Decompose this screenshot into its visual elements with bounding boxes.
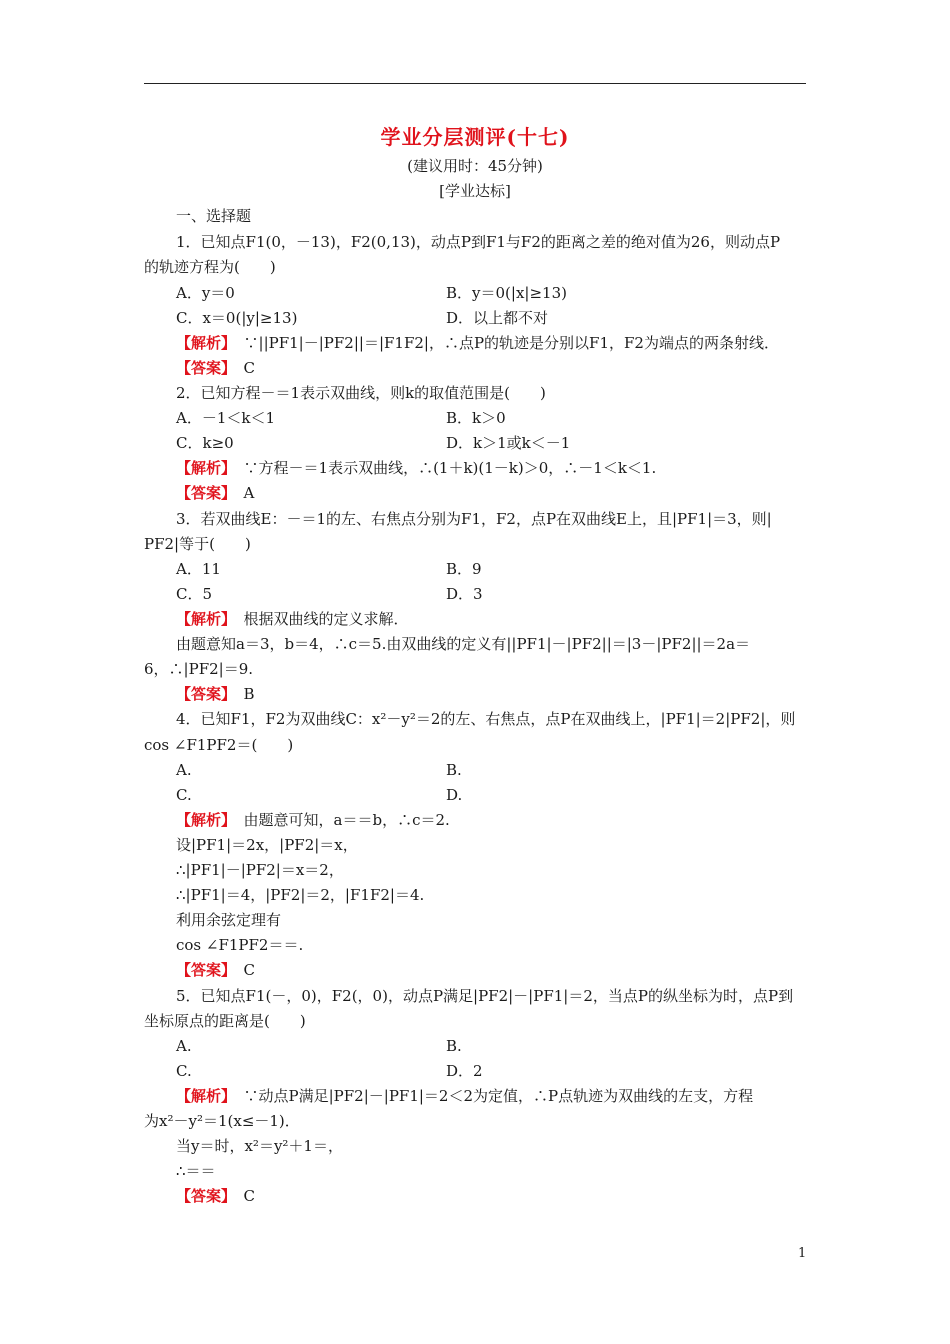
text-line: 由题意知a＝3，b＝4，∴c＝5.由双曲线的定义有||PF1|－|PF2||＝|3－|PF2||＝2a＝ [176, 635, 751, 653]
text-line: B. [446, 1037, 462, 1055]
answer-tag: 【答案】 [176, 961, 229, 979]
answer-line [176, 358, 255, 378]
text-line: 2．已知方程－＝1表示双曲线，则k的取值范围是( ) [176, 384, 546, 402]
text-line: B．k＞0 [446, 409, 506, 427]
section-label: [学业达标] [439, 182, 511, 200]
text-line: D．3 [446, 585, 483, 603]
text-line: D. [446, 786, 463, 804]
answer-tag: 【答案】 [176, 685, 229, 703]
text-line: 设|PF1|＝2x，|PF2|＝x， [176, 836, 358, 854]
analysis-text: 由题意可知，a＝＝b，∴c＝2. [243, 811, 450, 829]
part-heading: 一、选择题 [176, 207, 252, 225]
answer-tag: 【答案】 [176, 484, 229, 502]
analysis-tag: 【解析】 [176, 811, 229, 829]
text-line: 的轨迹方程为( ) [144, 258, 276, 276]
answer-text: C [243, 1187, 256, 1205]
analysis-line [176, 333, 779, 353]
text-line: A. [176, 1037, 192, 1055]
analysis-tag: 【解析】 [176, 459, 229, 477]
analysis-line [176, 1086, 753, 1106]
answer-tag: 【答案】 [176, 1187, 229, 1205]
analysis-text: ∵||PF1|－|PF2||＝|F1F2|，∴点P的轨迹是分别以F1，F2为端点的两条射线． [243, 334, 779, 352]
text-line: 为x²－y²＝1(x≤－1)． [144, 1112, 300, 1130]
answer-line [176, 960, 255, 980]
text-line: cos ∠F1PF2＝＝. [176, 936, 304, 954]
analysis-tag: 【解析】 [176, 610, 229, 628]
analysis-line [176, 458, 656, 478]
page-title: 学业分层测评(十七) [380, 125, 570, 149]
text-line: 3．若双曲线E：－＝1的左、右焦点分别为F1，F2，点P在双曲线E上，且|PF1|＝3，则| [176, 510, 772, 528]
text-line: C．5 [176, 585, 213, 603]
text-line: 4．已知F1，F2为双曲线C：x²－y²＝2的左、右焦点，点P在双曲线上，|PF1|＝2|PF2|，则 [176, 710, 796, 728]
analysis-text: ∵动点P满足|PF2|－|PF1|＝2＜2为定值，∴P点轨迹为双曲线的左支，方程 [243, 1087, 754, 1105]
answer-text: C [243, 359, 256, 377]
text-line: C．k≥0 [176, 434, 234, 452]
text-line: 坐标原点的距离是( ) [144, 1012, 306, 1030]
text-line: A．y＝0 [176, 284, 235, 302]
header-rule [144, 83, 806, 84]
text-line: 利用余弦定理有 [176, 911, 282, 929]
text-line: C. [176, 786, 192, 804]
text-line: A．11 [176, 560, 221, 578]
answer-tag: 【答案】 [176, 359, 229, 377]
text-line: B. [446, 761, 462, 779]
analysis-tag: 【解析】 [176, 334, 229, 352]
answer-text: B [243, 685, 255, 703]
time-note: (建议用时：45分钟) [407, 157, 543, 175]
text-line: 当y＝时，x²＝y²＋1＝， [176, 1137, 343, 1155]
text-line: cos ∠F1PF2＝( ) [144, 736, 294, 754]
answer-text: C [243, 961, 256, 979]
text-line: PF2|等于( ) [144, 535, 251, 553]
text-line: B．y＝0(|x|≥13) [446, 284, 567, 302]
analysis-line [176, 810, 450, 830]
text-line: A．－1＜k＜1 [176, 409, 276, 427]
analysis-text: 根据双曲线的定义求解． [243, 610, 409, 628]
answer-line [176, 684, 255, 704]
answer-text: A [243, 484, 255, 502]
text-line: ∴|PF1|－|PF2|＝x＝2， [176, 861, 344, 879]
text-line: ∴＝＝ [176, 1162, 216, 1180]
text-line: D．以上都不对 [446, 309, 549, 327]
text-line: 1．已知点F1(0，－13)，F2(0,13)，动点P到F1与F2的距离之差的绝对值为26，则动点P [176, 233, 781, 251]
answer-line [176, 1186, 255, 1206]
text-line: ∴|PF1|＝4，|PF2|＝2，|F1F2|＝4. [176, 886, 425, 904]
text-line: 6，∴|PF2|＝9. [144, 660, 254, 678]
text-line: C．x＝0(|y|≥13) [176, 309, 298, 327]
text-line: 5．已知点F1(－，0)，F2(，0)，动点P满足|PF2|－|PF1|＝2，当点P的纵坐标为时，点P到 [176, 987, 794, 1005]
analysis-line [176, 609, 409, 629]
text-line: D．2 [446, 1062, 483, 1080]
analysis-text: ∵方程－＝1表示双曲线，∴(1＋k)(1－k)＞0，∴－1＜k＜1. [243, 459, 657, 477]
text-line: D．k＞1或k＜－1 [446, 434, 571, 452]
analysis-tag: 【解析】 [176, 1087, 229, 1105]
text-line: B．9 [446, 560, 482, 578]
text-line: C. [176, 1062, 192, 1080]
page-number: 1 [798, 1246, 807, 1261]
text-line: A. [176, 761, 192, 779]
answer-line [176, 483, 254, 503]
